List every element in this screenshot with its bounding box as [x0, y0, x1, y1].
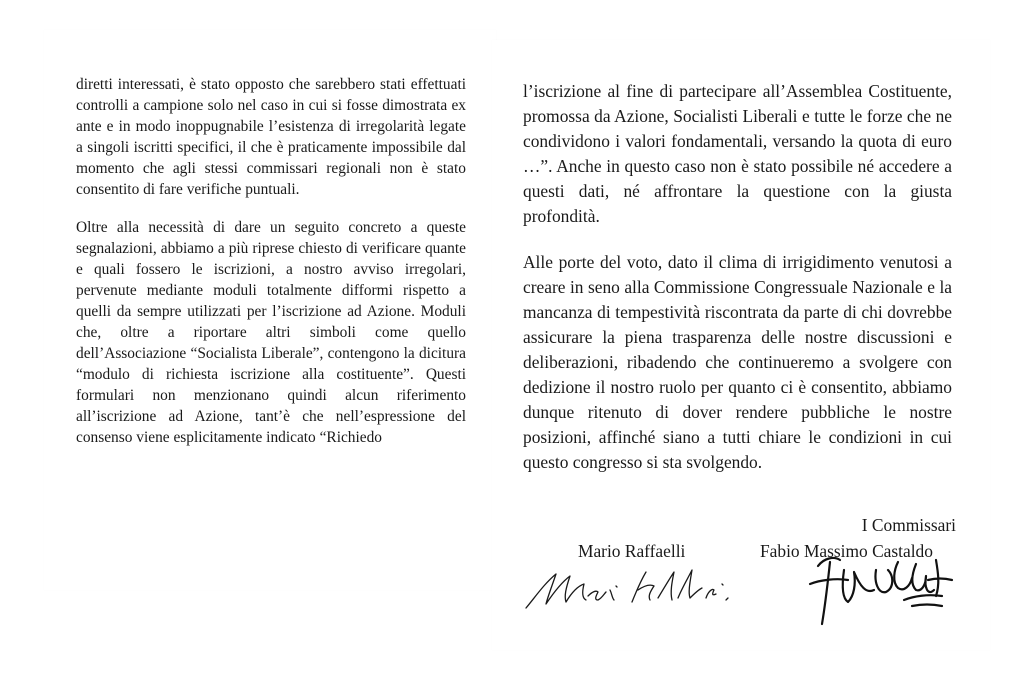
signer-name-2: Fabio Massimo Castaldo — [760, 541, 933, 561]
left-text-column — [76, 74, 466, 448]
right-paragraph-1: l’iscrizione al fine di partecipare all’Assemblea Costituente, promossa da Azione, Socialisti Liberali e tutte le forze che ne condividono i valori fondamentali, versando la quota di euro …”. Anche in questo caso non è stato possibile né accedere a questi dati, né affrontare la questione con la giusta profondità. — [523, 81, 952, 226]
right-text-column — [523, 79, 952, 475]
closing-title: I Commissari — [861, 515, 956, 535]
signature-mario-raffaelli — [522, 562, 758, 614]
left-paragraph-1: diretti interessati, è stato opposto che sarebbero stati effettuati controlli a campione solo nel caso in cui si fosse dimostrata ex ante e in modo inoppugnabile l’esistenza di irregolarità legate a singoli iscritti specifici, il che è praticamente impossibile dal momento che agli stessi commissari regionali non è stato consentito di fare verifiche puntuali. — [76, 76, 466, 198]
signer-name-1: Mario Raffaelli — [578, 541, 686, 561]
right-paragraph-2: Alle porte del voto, dato il clima di irrigidimento venutosi a creare in seno alla Commissione Congressuale Nazionale e la mancanza di tempestività riscontrata da parte di chi dovrebbe assicurare la piena trasparenza delle nostre discussioni e deliberazioni, ribadendo che continueremo a svolgere con dedizione il nostro ruolo per quanto ci è consentito, abbiamo dunque ritenuto di dover rendere pubbliche le nostre posizioni, affinché siano a tutti chiare le condizioni in cui questo congresso si sta svolgendo. — [523, 252, 952, 472]
left-paragraph-2: Oltre alla necessità di dare un seguito concreto a queste segnalazioni, abbiamo a più riprese chiesto di verificare quante e quali fossero le iscrizioni, a nostro avviso irregolari, pervenute mediante moduli totalmente difformi rispetto a quelli da sempre utilizzati per l’iscrizione ad Azione. Moduli che, oltre a riportare altri simboli come quello dell’Associazione “Socialista Liberale”, contengono la dicitura “modulo di richiesta iscrizione alla costituente”. Questi formulari non menzionano quindi alcun riferimento all’iscrizione ad Azione, tant’è che nell’espressione del consenso viene esplicitamente indicato “Richiedo — [76, 219, 466, 446]
signature-fabio-massimo-castaldo — [790, 540, 960, 630]
